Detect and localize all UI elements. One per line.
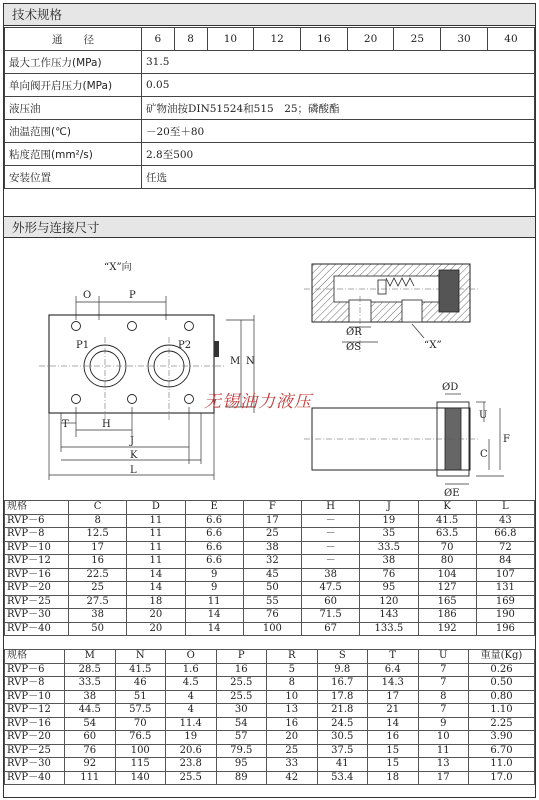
table-cell: 22.5 [69, 568, 127, 582]
table-cell: 14 [127, 582, 185, 596]
valve-plug [214, 341, 219, 357]
table-cell: 10 [267, 690, 318, 704]
table-cell: 43 [476, 514, 534, 528]
table-cell: 37.5 [317, 744, 368, 758]
table-cell: 20 [267, 731, 318, 745]
table-cell: 11 [127, 514, 185, 528]
table-cell: 14.3 [368, 677, 419, 691]
table-cell: 27.5 [69, 595, 127, 609]
dim-u-label: U [479, 410, 488, 421]
table-cell: 131 [476, 582, 534, 596]
table-cell: 9 [185, 568, 243, 582]
table-cell: 57.5 [115, 704, 166, 718]
dim-l-label: L [130, 465, 137, 476]
table-cell: 16 [267, 717, 318, 731]
table-cell: 42 [267, 771, 318, 785]
table-cell: RVP－30 [5, 758, 65, 772]
table-cell: 25.5 [166, 771, 217, 785]
table-cell: 41 [317, 758, 368, 772]
table-header: N [115, 650, 166, 664]
table-cell: 95 [216, 758, 267, 772]
spec-dn-value: 40 [487, 28, 534, 51]
spec-value: －20至＋80 [142, 120, 535, 143]
spec-label: 最大工作压力(MPa) [5, 51, 142, 74]
spec-value: 任选 [142, 166, 535, 189]
table-cell: 25 [267, 744, 318, 758]
table-cell: 11 [127, 555, 185, 569]
table-header: 重量(Kg) [469, 650, 535, 664]
table-header: O [166, 650, 217, 664]
table-cell: 10 [418, 731, 469, 745]
table-cell: 71.5 [302, 609, 360, 623]
table-cell: 100 [243, 622, 301, 636]
table-cell: 70 [418, 541, 476, 555]
table-cell: RVP－10 [5, 541, 69, 555]
x-mark-label: “X” [424, 340, 442, 351]
table-cell: 17 [418, 771, 469, 785]
table-cell: 33.5 [65, 677, 116, 691]
table-cell: 45 [243, 568, 301, 582]
table-row [5, 622, 535, 636]
table-cell: 133.5 [360, 622, 418, 636]
dim-r-label: ØR [346, 327, 362, 338]
dim-j-label: J [130, 436, 135, 447]
table-cell: 17.0 [469, 771, 535, 785]
table-cell: 192 [418, 622, 476, 636]
table-cell: 16 [368, 731, 419, 745]
table-cell: 21.8 [317, 704, 368, 718]
spec-value: 0.05 [142, 74, 535, 97]
table-cell: 80 [418, 555, 476, 569]
table-cell: 3.90 [469, 731, 535, 745]
table-cell: 140 [115, 771, 166, 785]
table-header: 规格 [5, 501, 69, 515]
spec-label: 油温范围(℃) [5, 120, 142, 143]
table-cell: 21 [368, 704, 419, 718]
table-cell: 95 [360, 582, 418, 596]
table-cell: 16 [216, 663, 267, 677]
dimension-table-2 [4, 649, 535, 785]
table-cell: RVP－10 [5, 690, 65, 704]
table-cell: RVP－12 [5, 555, 69, 569]
table-header: M [65, 650, 116, 664]
table-cell: 6.70 [469, 744, 535, 758]
table-cell: RVP－8 [5, 677, 65, 691]
table-header: U [418, 650, 469, 664]
table-header: F [243, 501, 301, 515]
table-cell: 16 [69, 555, 127, 569]
outline-drawing [4, 242, 535, 500]
table-cell: RVP－6 [5, 663, 65, 677]
table-cell: 9 [185, 582, 243, 596]
table-cell: 19 [360, 514, 418, 528]
section-outline-title: 外形与连接尺寸 [4, 216, 535, 238]
section-tech-spec-title: 技术规格 [4, 4, 535, 26]
spec-dn-value: 8 [174, 28, 207, 51]
spec-row [5, 74, 535, 97]
table-cell: 7 [418, 663, 469, 677]
table-cell: 76 [360, 568, 418, 582]
table-cell: RVP－20 [5, 582, 69, 596]
table-header-row [5, 501, 535, 515]
table-cell: 50 [243, 582, 301, 596]
spec-dn-value: 10 [207, 28, 254, 51]
spec-dn-value: 6 [142, 28, 175, 51]
table-cell: RVP－20 [5, 731, 65, 745]
table-row [5, 555, 535, 569]
spec-dn-value: 20 [347, 28, 394, 51]
table-cell: 25 [243, 528, 301, 542]
table-cell: 165 [418, 595, 476, 609]
table-cell: 127 [418, 582, 476, 596]
table-cell: 0.26 [469, 663, 535, 677]
table-cell: 11 [127, 541, 185, 555]
table-cell: 8 [69, 514, 127, 528]
table-cell: 9 [418, 717, 469, 731]
table-cell: RVP－6 [5, 514, 69, 528]
spec-label: 粘度范围(mm²/s) [5, 143, 142, 166]
side-view [304, 394, 504, 484]
table-cell: 7 [418, 704, 469, 718]
dim-p-label: P [129, 290, 136, 301]
table-cell: － [302, 528, 360, 542]
table-cell: 6.4 [368, 663, 419, 677]
spec-value: 矿物油按DIN51524和515 25；磷酸酯 [142, 97, 535, 120]
table-cell: 33.5 [360, 541, 418, 555]
table-cell: 28.5 [65, 663, 116, 677]
table-cell: RVP－40 [5, 771, 65, 785]
table-cell: 25.5 [216, 690, 267, 704]
table-cell: RVP－8 [5, 528, 69, 542]
table-row [5, 677, 535, 691]
table-cell: 12.5 [69, 528, 127, 542]
spec-label: 单向阀开启压力(MPa) [5, 74, 142, 97]
table-cell: 60 [65, 731, 116, 745]
table-cell: 104 [418, 568, 476, 582]
table-header: 规格 [5, 650, 65, 664]
dim-n-label: N [246, 356, 255, 367]
spec-value: 31.5 [142, 51, 535, 74]
table-cell: 44.5 [65, 704, 116, 718]
table-row [5, 717, 535, 731]
dim-h-label: H [102, 419, 111, 430]
dim-e-label: ØE [444, 488, 460, 499]
table-row [5, 690, 535, 704]
table-cell: 38 [69, 609, 127, 623]
dim-m-label: M [230, 356, 241, 367]
watermark: 无锡油力液压 [204, 392, 312, 412]
table-cell: 11 [185, 595, 243, 609]
table-row [5, 663, 535, 677]
table-header: R [267, 650, 318, 664]
table-cell: RVP－16 [5, 568, 69, 582]
table-cell: 6.6 [185, 528, 243, 542]
table-cell: 30.5 [317, 731, 368, 745]
spec-row [5, 143, 535, 166]
table-cell: RVP－25 [5, 595, 69, 609]
table-cell: 30 [216, 704, 267, 718]
table-cell: 6.6 [185, 541, 243, 555]
table-header: L [476, 501, 534, 515]
table-row [5, 609, 535, 623]
dim-d-label: ØD [442, 382, 459, 393]
table-cell: 15 [368, 758, 419, 772]
table-row [5, 731, 535, 745]
table-cell: 8 [267, 677, 318, 691]
dim-k-label: K [130, 450, 138, 461]
table-cell: 92 [65, 758, 116, 772]
table-cell: 46 [115, 677, 166, 691]
table-cell: 20.6 [166, 744, 217, 758]
table-row [5, 595, 535, 609]
table-cell: 38 [302, 568, 360, 582]
table-cell: 11 [418, 744, 469, 758]
table-cell: 143 [360, 609, 418, 623]
table-cell: 76 [243, 609, 301, 623]
table-cell: 2.25 [469, 717, 535, 731]
table-cell: 67 [302, 622, 360, 636]
dim-s-label: ØS [346, 342, 362, 353]
table-row [5, 744, 535, 758]
table-row [5, 704, 535, 718]
spec-row [5, 51, 535, 74]
table-cell: 17 [69, 541, 127, 555]
table-header: H [302, 501, 360, 515]
spec-dn-label: 通 径 [5, 28, 142, 51]
table-row [5, 541, 535, 555]
table-cell: 17 [368, 690, 419, 704]
table-cell: 17.8 [317, 690, 368, 704]
table-cell: 20 [127, 609, 185, 623]
table-cell: 25.5 [216, 677, 267, 691]
table-cell: 1.10 [469, 704, 535, 718]
table-header: S [317, 650, 368, 664]
table-header: J [360, 501, 418, 515]
table-cell: 13 [267, 704, 318, 718]
section-view [304, 264, 479, 352]
table-cell: 190 [476, 609, 534, 623]
table-cell: 19 [166, 731, 217, 745]
dim-f-label: F [503, 434, 510, 445]
table-cell: RVP－40 [5, 622, 69, 636]
dim-t-label: T [62, 419, 69, 430]
table-cell: 14 [185, 622, 243, 636]
table-cell: 55 [243, 595, 301, 609]
table-cell: 169 [476, 595, 534, 609]
spec-dn-value: 25 [394, 28, 441, 51]
table-header: E [185, 501, 243, 515]
dim-c-label: C [480, 449, 488, 460]
table-cell: 84 [476, 555, 534, 569]
table-cell: － [302, 514, 360, 528]
spec-row-dn [5, 28, 535, 51]
table-cell: 41.5 [418, 514, 476, 528]
table-row [5, 771, 535, 785]
dim-o-label: O [83, 290, 92, 301]
port-p1-label: P1 [76, 340, 90, 351]
table-cell: 4.5 [166, 677, 217, 691]
table-cell: 186 [418, 609, 476, 623]
table-cell: 18 [127, 595, 185, 609]
port-p2-label: P2 [178, 340, 192, 351]
table-cell: 23.8 [166, 758, 217, 772]
table-cell: 50 [69, 622, 127, 636]
table-cell: 33 [267, 758, 318, 772]
table-header: C [69, 501, 127, 515]
table-cell: 60 [302, 595, 360, 609]
table-header: T [368, 650, 419, 664]
table-cell: 38 [360, 555, 418, 569]
table-row [5, 528, 535, 542]
table-cell: 16.7 [317, 677, 368, 691]
table-cell: 32 [243, 555, 301, 569]
table-cell: 47.5 [302, 582, 360, 596]
table-cell: 1.6 [166, 663, 217, 677]
table-cell: 41.5 [115, 663, 166, 677]
table-cell: 11.4 [166, 717, 217, 731]
x-view-label: “X”向 [104, 262, 132, 273]
table-cell: 8 [418, 690, 469, 704]
table-cell: 100 [115, 744, 166, 758]
spec-row [5, 166, 535, 189]
table-cell: 0.80 [469, 690, 535, 704]
spec-dn-value: 30 [441, 28, 488, 51]
table-cell: 89 [216, 771, 267, 785]
table-cell: － [302, 541, 360, 555]
table-cell: 70 [115, 717, 166, 731]
table-cell: 4 [166, 690, 217, 704]
table-cell: 5 [267, 663, 318, 677]
table-cell: 20 [127, 622, 185, 636]
table-cell: 9.8 [317, 663, 368, 677]
table-cell: 111 [65, 771, 116, 785]
table-row [5, 758, 535, 772]
table-cell: 76 [65, 744, 116, 758]
dimension-table-1 [4, 500, 535, 636]
table-cell: 13 [418, 758, 469, 772]
spec-label: 安装位置 [5, 166, 142, 189]
table-cell: 54 [216, 717, 267, 731]
table-cell: 107 [476, 568, 534, 582]
table-cell: 57 [216, 731, 267, 745]
table-cell: 72 [476, 541, 534, 555]
spec-label: 液压油 [5, 97, 142, 120]
table-cell: 63.5 [418, 528, 476, 542]
table-row [5, 582, 535, 596]
table-row [5, 514, 535, 528]
spec-dn-value: 16 [301, 28, 348, 51]
spec-dn-value: 12 [254, 28, 301, 51]
table-header: P [216, 650, 267, 664]
table-cell: 0.50 [469, 677, 535, 691]
table-cell: － [302, 555, 360, 569]
table-header: D [127, 501, 185, 515]
table-cell: 79.5 [216, 744, 267, 758]
table-cell: 120 [360, 595, 418, 609]
table-cell: 14 [127, 568, 185, 582]
table-cell: 38 [243, 541, 301, 555]
table-cell: 6.6 [185, 555, 243, 569]
table-cell: 196 [476, 622, 534, 636]
table-cell: RVP－16 [5, 717, 65, 731]
table-cell: RVP－30 [5, 609, 69, 623]
table-cell: 66.8 [476, 528, 534, 542]
table-cell: 14 [368, 717, 419, 731]
table-header-row [5, 650, 535, 664]
table-cell: 11.0 [469, 758, 535, 772]
table-cell: 24.5 [317, 717, 368, 731]
table-cell: 51 [115, 690, 166, 704]
spec-sheet [3, 3, 536, 798]
table-cell: 35 [360, 528, 418, 542]
table-cell: RVP－25 [5, 744, 65, 758]
table-cell: RVP－12 [5, 704, 65, 718]
spec-row [5, 120, 535, 143]
table-cell: 15 [368, 744, 419, 758]
table-cell: 115 [115, 758, 166, 772]
table-cell: 17 [243, 514, 301, 528]
table-cell: 11 [127, 528, 185, 542]
table-cell: 25 [69, 582, 127, 596]
table-cell: 6.6 [185, 514, 243, 528]
table-cell: 4 [166, 704, 217, 718]
table-row [5, 568, 535, 582]
table-header: K [418, 501, 476, 515]
spec-row [5, 97, 535, 120]
table-cell: 54 [65, 717, 116, 731]
table-cell: 7 [418, 677, 469, 691]
spec-value: 2.8至500 [142, 143, 535, 166]
table-cell: 38 [65, 690, 116, 704]
table-cell: 53.4 [317, 771, 368, 785]
table-cell: 76.5 [115, 731, 166, 745]
table-cell: 18 [368, 771, 419, 785]
table-cell: 14 [185, 609, 243, 623]
tech-spec-table [4, 27, 535, 189]
